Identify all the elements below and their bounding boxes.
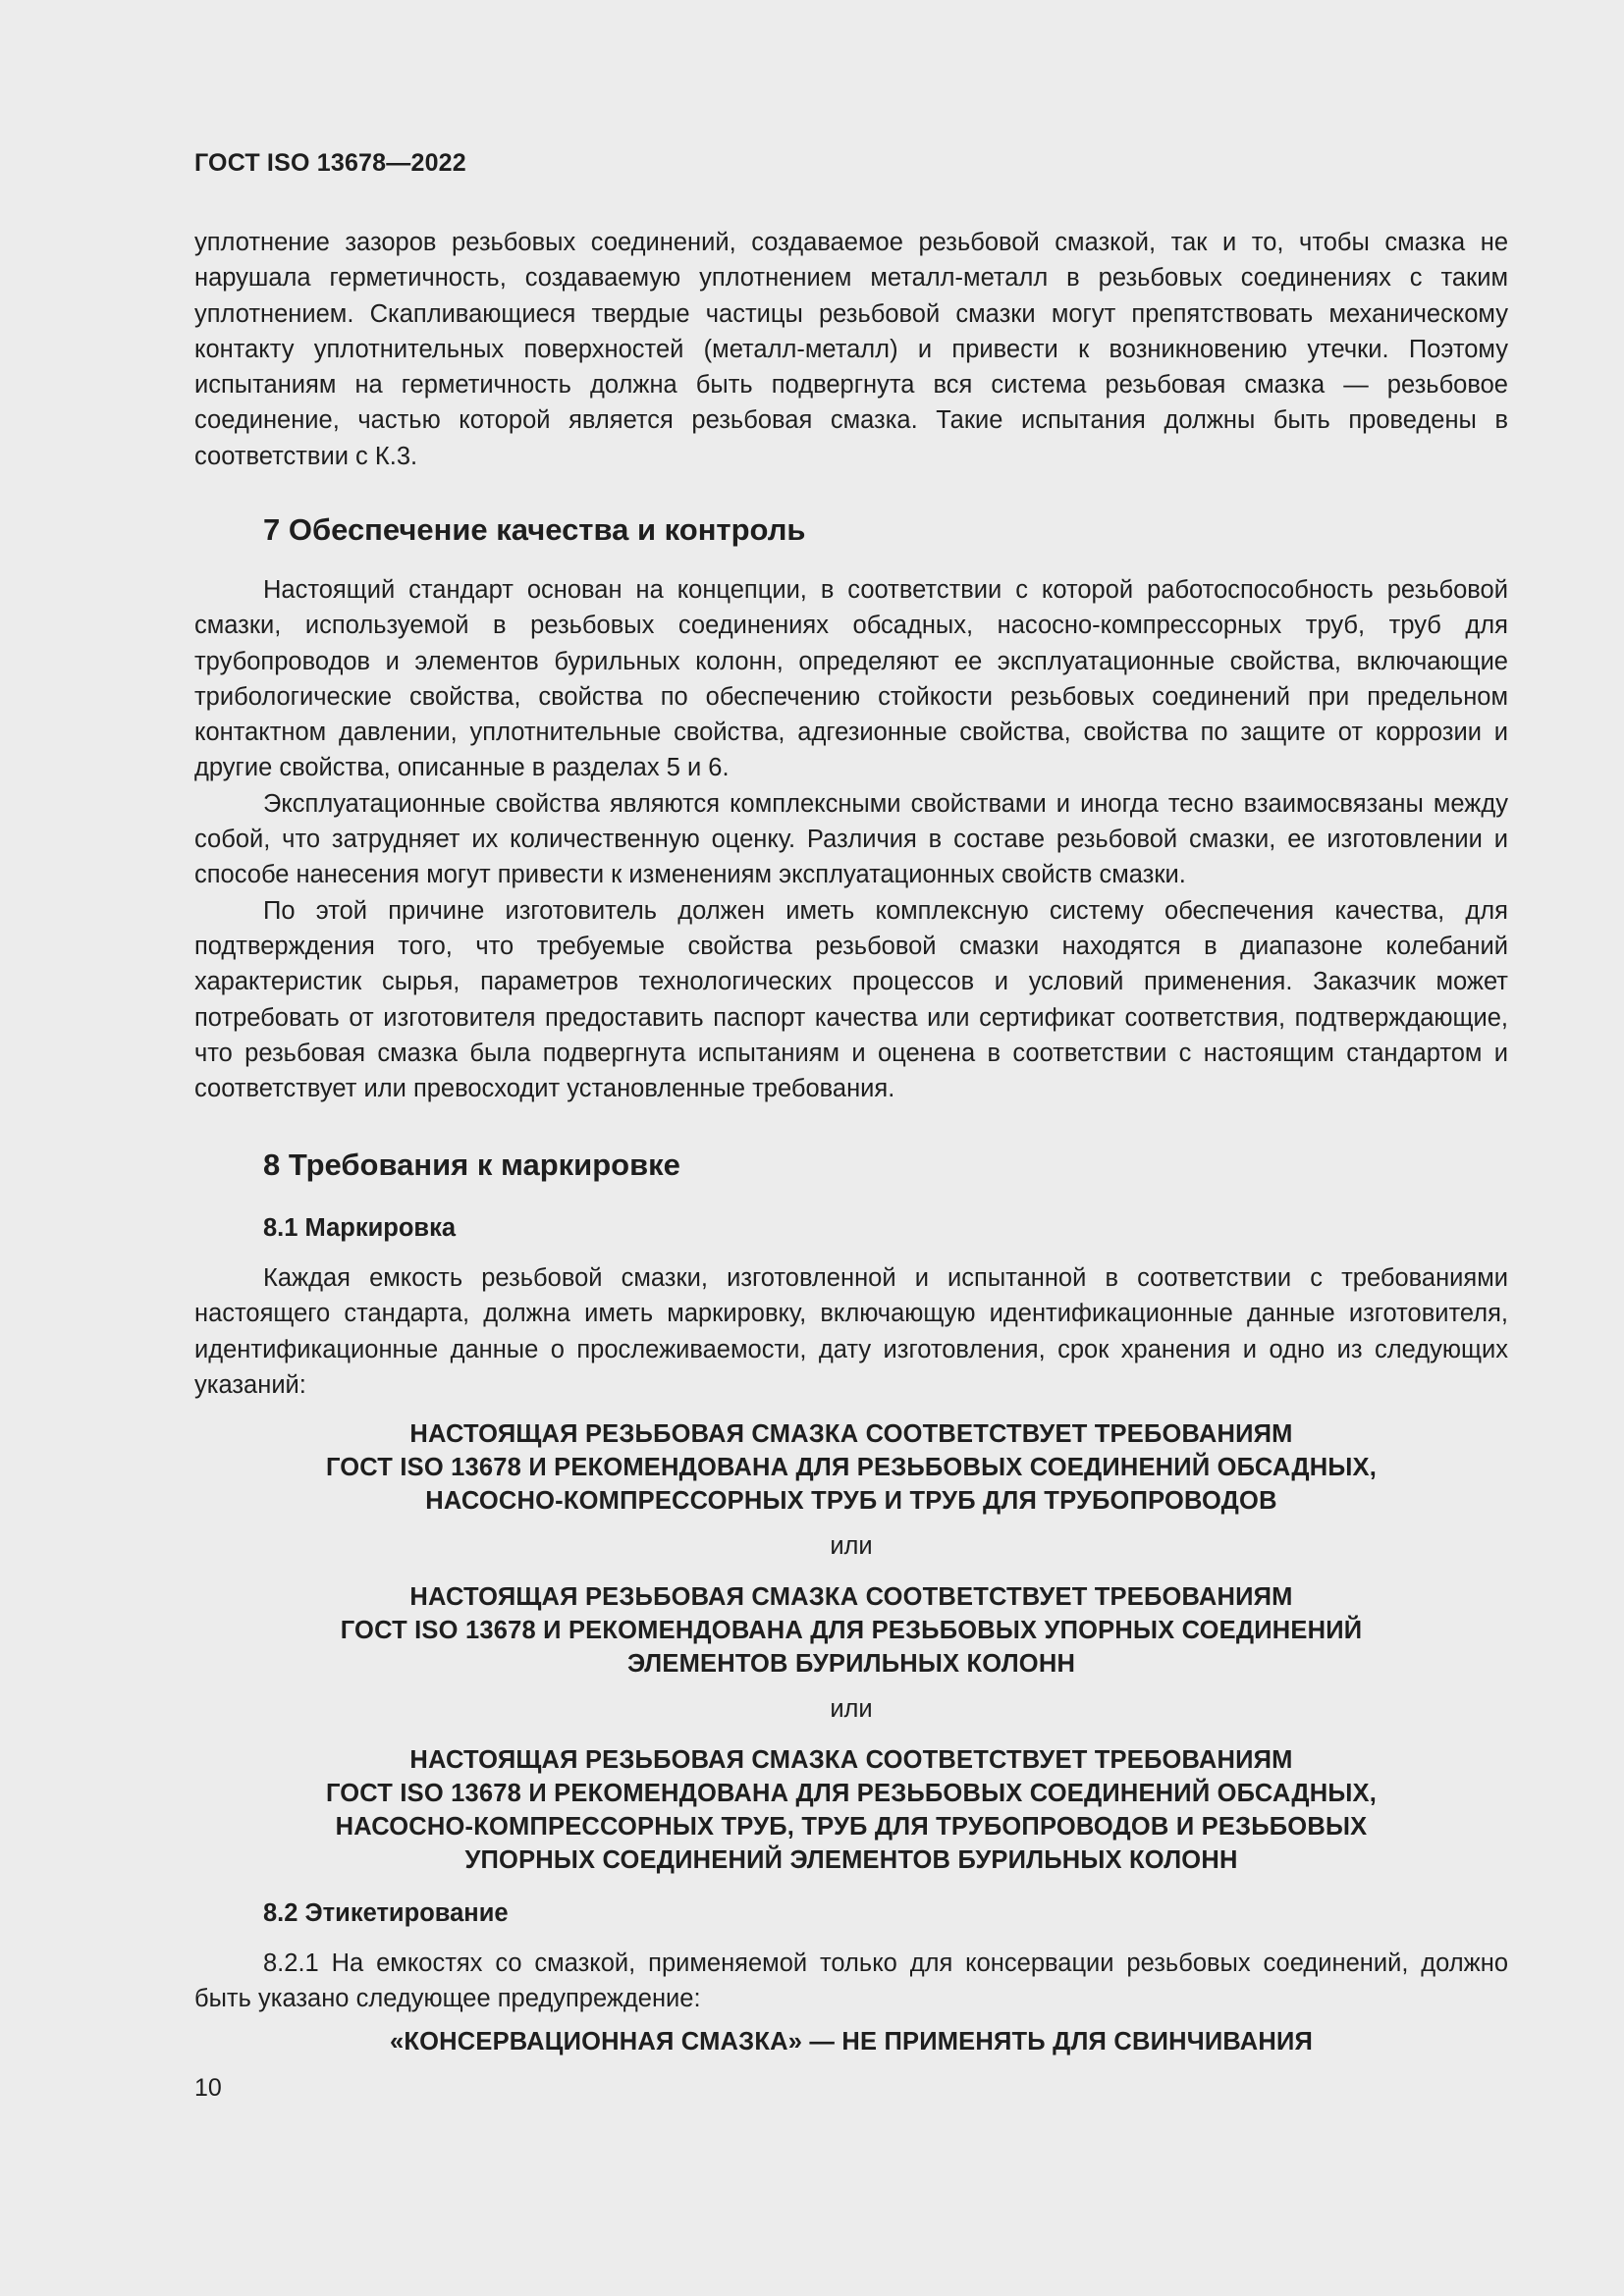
section-8-title: 8 Требования к маркировке [263, 1148, 680, 1182]
marking-statement-2 [194, 1580, 1508, 1681]
marking-statement-3 [194, 1743, 1508, 1877]
marking-statement-1 [194, 1417, 1508, 1518]
statement-1-line-2: ГОСТ ISO 13678 И РЕКОМЕНДОВАНА ДЛЯ РЕЗЬБОВЫХ СОЕДИНЕНИЙ ОБСАДНЫХ, [325, 1454, 1378, 1481]
intro-paragraph: уплотнение зазоров резьбовых соединений, создаваемое резьбовой смазкой, так и то, чтобы смазка не нарушала герметичность, создаваемую уплотнением металл-металл в резьбовых соединениях с таким уплотнением. Скапливающиеся твердые частицы резьбовой смазки могут препятствовать механическому контакту уплотнительных поверхностей (металл-металл) и привести к возникновению утечки. Поэтому испытаниям на герметичность должна быть подвергнута вся система резьбовая смазка — резьбовое соединение, частью которой является резьбовая смазка. Такие испытания должны быть проведены в соответствии с К.3. [194, 229, 1508, 470]
intro-section [194, 225, 1508, 474]
statement-2-line-2: ГОСТ ISO 13678 И РЕКОМЕНДОВАНА ДЛЯ РЕЗЬБОВЫХ УПОРНЫХ СОЕДИНЕНИЙ [340, 1617, 1363, 1644]
section-7-paragraph-3: По этой причине изготовитель должен иметь комплексную систему обеспечения качества, для подтверждения того, что требуемые свойства резьбовой смазки находятся в диапазоне колебаний характеристик сырья, параметров технологических процессов и условий применения. Заказчик может потребовать от изготовителя предоставить паспорт качества или сертификат соответствия, подтверждающие, что резьбовая смазка была подвергнута испытаниям и оценена в соответствии с настоящим стандартом и соответствует или превосходит установленные требования. [194, 896, 1508, 1103]
preservation-warning [194, 2025, 1508, 2058]
or-separator-1: или [830, 1532, 873, 1560]
statement-1-line-1: НАСТОЯЩАЯ РЕЗЬБОВАЯ СМАЗКА СООТВЕТСТВУЕТ ТРЕБОВАНИЯМ [409, 1420, 1293, 1448]
page-number: 10 [194, 2074, 222, 2102]
section-7-paragraph-2: Эксплуатационные свойства являются комплексными свойствами и иногда тесно взаимосвязаны между собой, что затрудняет их количественную оценку. Различия в составе резьбовой смазки, ее изготовлении и способе нанесения могут привести к изменениям эксплуатационных свойств смазки. [194, 789, 1508, 889]
statement-3-line-2: ГОСТ ISO 13678 И РЕКОМЕНДОВАНА ДЛЯ РЕЗЬБОВЫХ СОЕДИНЕНИЙ ОБСАДНЫХ, [325, 1780, 1378, 1807]
statement-3-line-4: УПОРНЫХ СОЕДИНЕНИЙ ЭЛЕМЕНТОВ БУРИЛЬНЫХ КОЛОНН [464, 1846, 1238, 1874]
document-header: ГОСТ ISO 13678—2022 [194, 149, 466, 177]
section-7-paragraph-1: Настоящий стандарт основан на концепции, в соответствии с которой работоспособность резьбовой смазки, используемой в резьбовых соединениях обсадных, насосно-компрессорных труб, труб для трубопроводов и элементов бурильных колонн, определяют ее эксплуатационные свойства, включающие трибологические свойства, свойства по обеспечению стойкости резьбовых соединений при предельном контактном давлении, уплотнительные свойства, адгезионные свойства, свойства по защите от коррозии и другие свойства, описанные в разделах 5 и 6. [194, 576, 1508, 782]
subsection-8-1-title: 8.1 Маркировка [263, 1214, 457, 1242]
warning-line: «КОНСЕРВАЦИОННАЯ СМАЗКА» — НЕ ПРИМЕНЯТЬ ДЛЯ СВИНЧИВАНИЯ [389, 2028, 1314, 2056]
subsection-8-1-body [194, 1260, 1508, 1403]
or-separator-2: или [830, 1695, 873, 1723]
section-7-body [194, 572, 1508, 1106]
subsection-8-2-body [194, 1946, 1508, 2017]
statement-3-line-1: НАСТОЯЩАЯ РЕЗЬБОВАЯ СМАЗКА СООТВЕТСТВУЕТ ТРЕБОВАНИЯМ [409, 1746, 1293, 1774]
subsection-8-2-title: 8.2 Этикетирование [263, 1899, 509, 1927]
statement-2-line-1: НАСТОЯЩАЯ РЕЗЬБОВАЯ СМАЗКА СООТВЕТСТВУЕТ ТРЕБОВАНИЯМ [409, 1583, 1293, 1611]
section-7-title: 7 Обеспечение качества и контроль [263, 512, 806, 547]
subsection-8-2-paragraph: 8.2.1 На емкостях со смазкой, применяемой только для консервации резьбовых соединений, должно быть указано следующее предупреждение: [194, 1949, 1508, 2013]
subsection-8-1-paragraph: Каждая емкость резьбовой смазки, изготовленной и испытанной в соответствии с требованиями настоящего стандарта, должна иметь маркировку, включающую идентификационные данные изготовителя, идентификационные данные о прослеживаемости, дату изготовления, срок хранения и одно из следующих указаний: [194, 1264, 1508, 1399]
statement-2-line-3: ЭЛЕМЕНТОВ БУРИЛЬНЫХ КОЛОНН [626, 1650, 1076, 1678]
statement-1-line-3: НАСОСНО-КОМПРЕССОРНЫХ ТРУБ И ТРУБ ДЛЯ ТРУБОПРОВОДОВ [425, 1487, 1277, 1515]
statement-3-line-3: НАСОСНО-КОМПРЕССОРНЫХ ТРУБ, ТРУБ ДЛЯ ТРУБОПРОВОДОВ И РЕЗЬБОВЫХ [335, 1813, 1368, 1841]
